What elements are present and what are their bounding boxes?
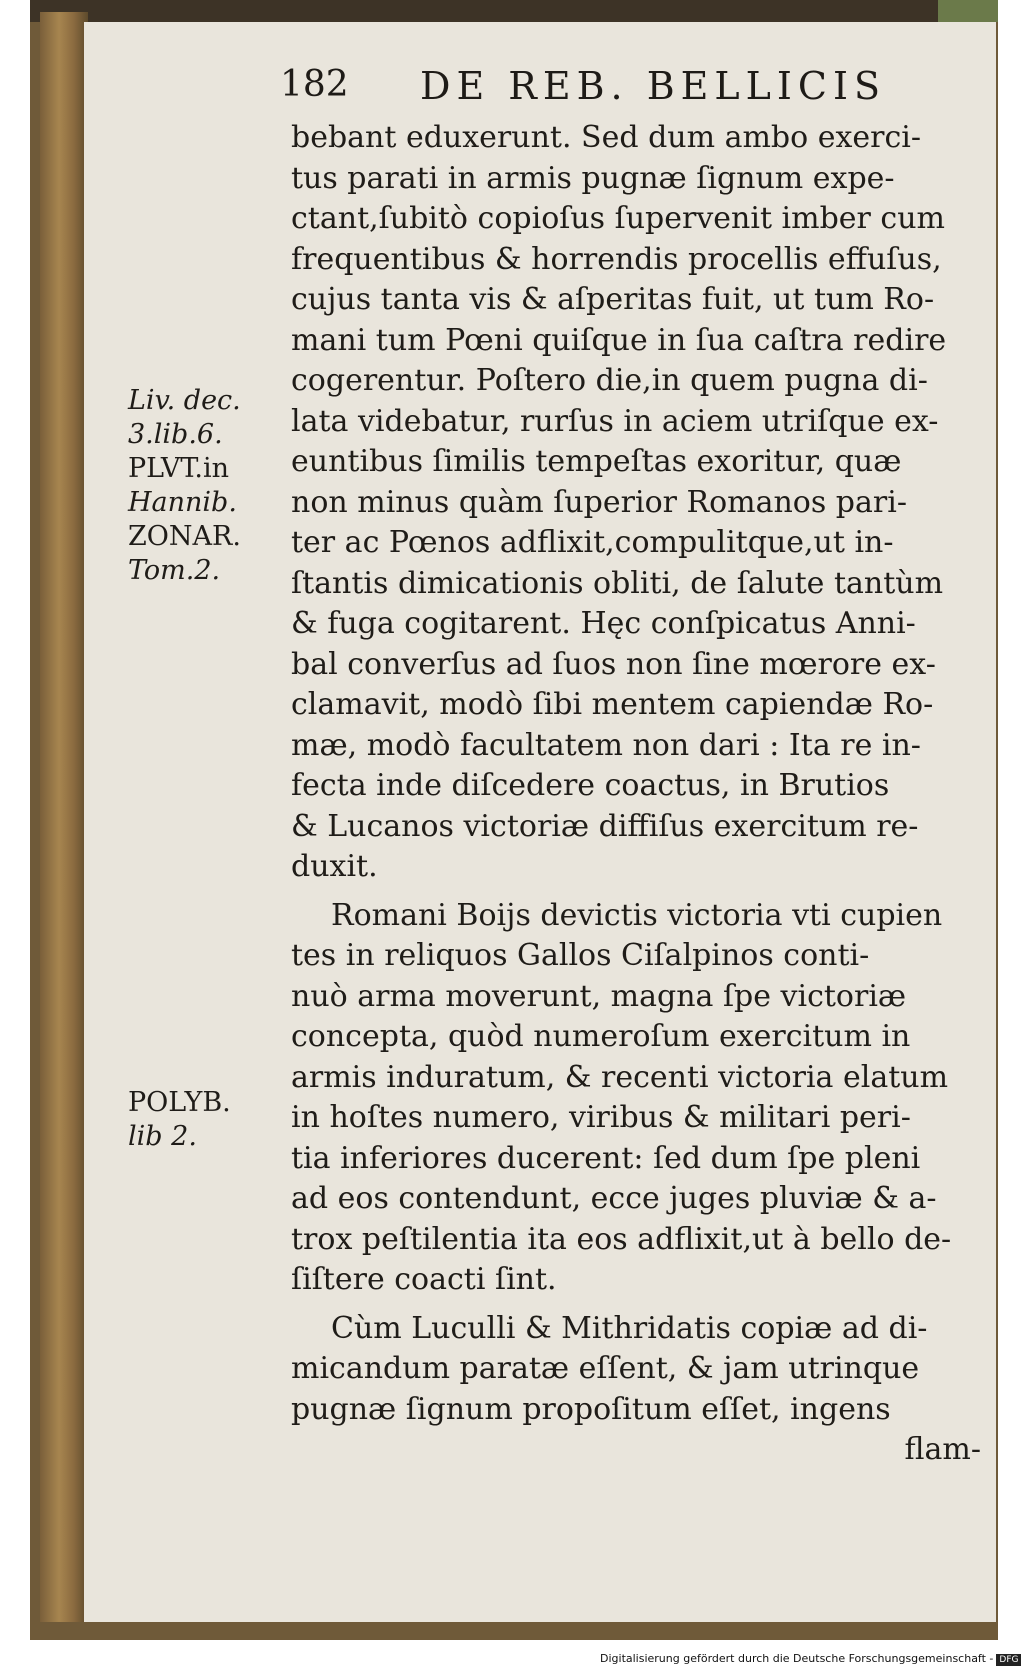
body-text bbox=[291, 118, 981, 1471]
book-corner bbox=[938, 0, 998, 22]
text-line: Romani Boijs devictis victoria vti cupien bbox=[331, 897, 943, 933]
text-line: bal converſus ad ſuos non ſine mœrore ex- bbox=[291, 646, 936, 682]
text-line: & Lucanos victoriæ diffiſus exercitum re- bbox=[291, 808, 919, 844]
catchword: flam- bbox=[904, 1432, 981, 1467]
text-line: in hoſtes numero, viribus & militari peri- bbox=[291, 1100, 911, 1135]
margin-line: POLYB. bbox=[128, 1087, 231, 1118]
text-line: tia inferiores ducerent: ſed dum ſpe pleni bbox=[291, 1140, 921, 1176]
text-line: ter ac Pœnos adflixit,compulitque,ut in- bbox=[291, 525, 894, 560]
text-line: micandum paratæ eſſent, & jam utrinque bbox=[291, 1351, 920, 1386]
paragraph-gap bbox=[291, 888, 981, 896]
text-line: fecta inde diſcedere coactus, in Brutios bbox=[291, 768, 890, 803]
text-line: pugnæ ſignum propoſitum eſſet, ingens bbox=[291, 1391, 891, 1427]
text-line: ctant,ſubitò copioſus ſupervenit imber cum bbox=[291, 201, 945, 236]
margin-line: lib 2. bbox=[128, 1121, 197, 1152]
text-line: cujus tanta vis & aſperitas fuit, ut tum Ro- bbox=[291, 282, 935, 317]
text-line: armis induratum, & recenti victoria elatum bbox=[291, 1059, 949, 1095]
text-line: frequentibus & horrendis procellis effuſus, bbox=[291, 241, 942, 277]
margin-line: Liv. dec. bbox=[128, 385, 241, 416]
running-head bbox=[280, 58, 940, 118]
page-number: 182 bbox=[280, 64, 349, 105]
text-line: trox peſtilentia ita eos adflixit,ut à bello de- bbox=[291, 1221, 952, 1257]
text-line: euntibus ſimilis tempeſtas exoritur, quæ bbox=[291, 444, 902, 479]
text-line: concepta, quòd numeroſum exercitum in bbox=[291, 1019, 911, 1054]
margin-line: Hannib. bbox=[128, 487, 237, 518]
margin-line: 3.lib.6. bbox=[128, 419, 223, 450]
book-spine bbox=[40, 12, 88, 1622]
margin-note-polyb bbox=[128, 1086, 288, 1154]
text-line: ad eos contendunt, ecce juges pluviæ & a- bbox=[291, 1181, 937, 1216]
book-top-edge bbox=[30, 0, 998, 22]
text-line: lata videbatur, rurſus in aciem utriſque ex- bbox=[291, 403, 939, 439]
text-line: ſiſtere coacti ſint. bbox=[291, 1262, 557, 1297]
paragraph-gap bbox=[291, 1301, 981, 1309]
dfg-logo: DFG bbox=[996, 1654, 1021, 1666]
text-line: & fuga cogitarent. Hęc conſpicatus Anni- bbox=[291, 606, 916, 641]
digitization-credit bbox=[600, 1652, 1019, 1666]
text-line: non minus quàm ſuperior Romanos pari- bbox=[291, 484, 907, 520]
margin-line: Tom.2. bbox=[128, 555, 221, 586]
margin-line: PLVT.in bbox=[128, 453, 230, 484]
text-line: duxit. bbox=[291, 849, 378, 884]
text-line: mæ, modò facultatem non dari : Ita re in- bbox=[291, 727, 921, 763]
text-line: clamavit, modò ſibi mentem capiendæ Ro- bbox=[291, 687, 934, 722]
margin-note-liv bbox=[128, 384, 288, 588]
text-line: bebant eduxerunt. Sed dum ambo exerci- bbox=[291, 120, 922, 155]
text-line: cogerentur. Poſtero die,in quem pugna di- bbox=[291, 363, 928, 398]
text-line: nuò arma moverunt, magna ſpe victoriæ bbox=[291, 978, 907, 1014]
text-line: tes in reliquos Gallos Ciſalpinos conti- bbox=[291, 938, 870, 973]
credit-text: Digitalisierung gefördert durch die Deutsche Forschungsgemeinschaft - bbox=[600, 1652, 994, 1665]
text-line: tus parati in armis pugnæ ſignum expe- bbox=[291, 160, 895, 196]
text-line: Cùm Luculli & Mithridatis copiæ ad di- bbox=[331, 1310, 928, 1346]
text-line: ſtantis dimicationis obliti, de ſalute tantùm bbox=[291, 565, 944, 601]
running-title: DE REB. BELLICIS bbox=[420, 64, 886, 108]
text-line: mani tum Pœni quiſque in ſua caſtra redire bbox=[291, 322, 947, 358]
margin-line: ZONAR. bbox=[128, 521, 241, 552]
